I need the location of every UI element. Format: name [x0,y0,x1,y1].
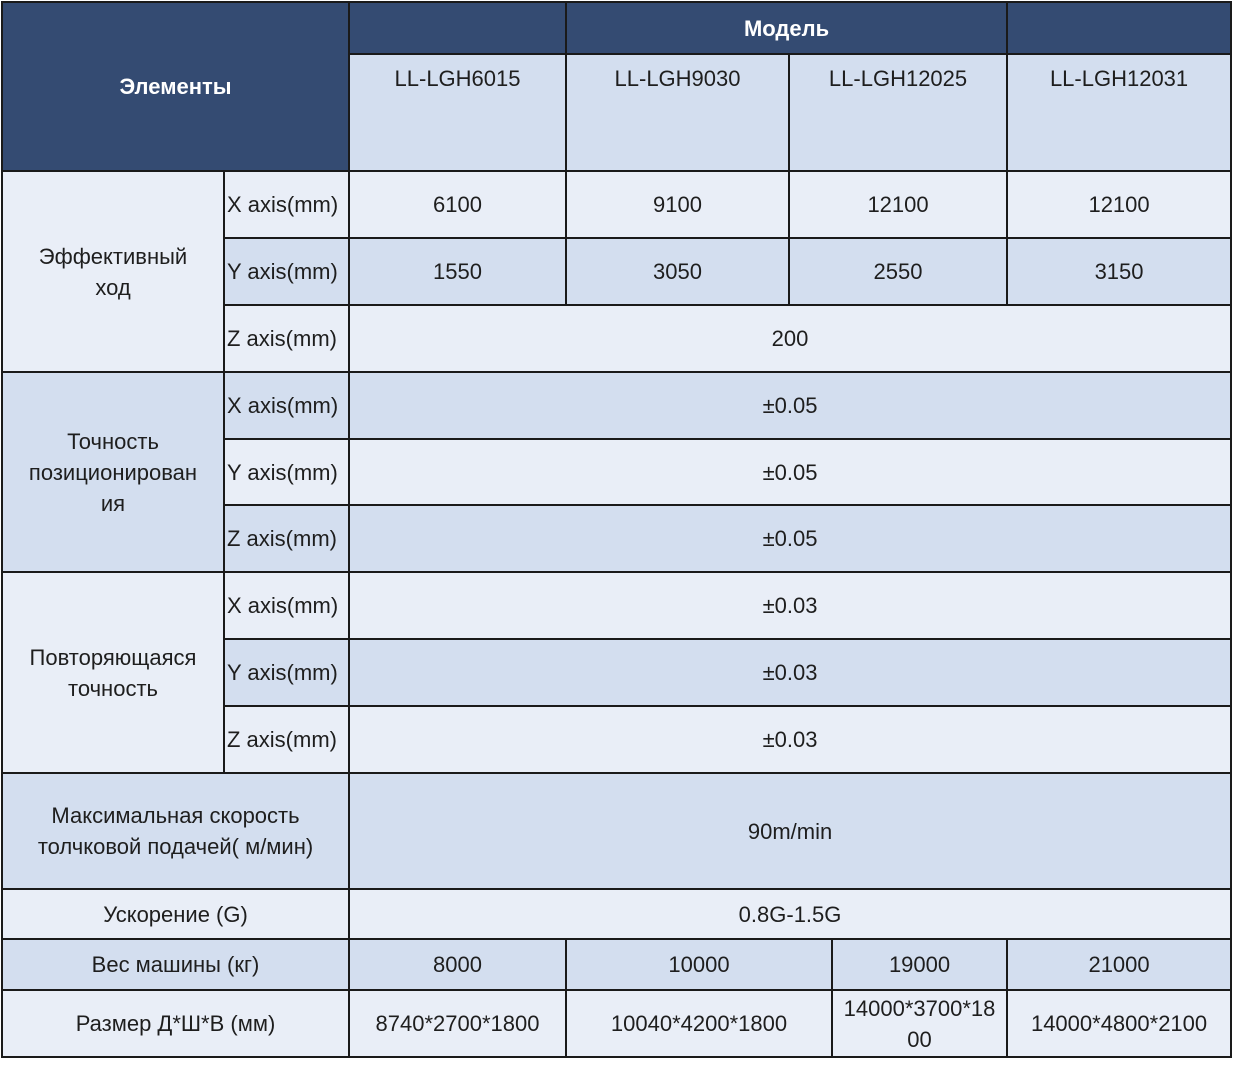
weight-value: 19000 [832,939,1007,990]
effective-stroke-x-value: 12100 [1007,171,1231,238]
effective-stroke-x-value: 6100 [349,171,566,238]
model-name-1: LL-LGH6015 [349,54,566,171]
positioning-y-value: ±0.05 [349,439,1231,505]
model-header: Модель [566,2,1007,54]
effective-stroke-label [2,171,224,372]
weight-value: 8000 [349,939,566,990]
effective-stroke-y-value: 3050 [566,238,789,305]
positioning-z-axis-label: Z axis(mm) [224,505,349,572]
repeat-z-value: ±0.03 [349,706,1231,773]
repeat-x-value: ±0.03 [349,572,1231,639]
positioning-accuracy-label-line2: позиционирован [28,459,198,485]
repeat-x-axis-label: X axis(mm) [224,572,349,639]
model-name-4: LL-LGH12031 [1007,54,1231,171]
effective-stroke-y-axis-label: Y axis(mm) [224,238,349,305]
effective-stroke-z-value: 200 [349,305,1231,372]
effective-stroke-x-axis-label: X axis(mm) [224,171,349,238]
dimensions-value: 8740*2700*1800 [349,990,566,1057]
weight-label: Вес машины (кг) [2,939,349,990]
acceleration-value: 0.8G-1.5G [349,889,1231,939]
model-name-3: LL-LGH12025 [789,54,1007,171]
effective-stroke-x-value: 12100 [789,171,1007,238]
dimensions-value-line2: 00 [907,1026,932,1052]
max-speed-label [2,773,349,889]
dimensions-label: Размер Д*Ш*В (мм) [2,990,349,1057]
effective-stroke-y-value: 2550 [789,238,1007,305]
max-speed-label-line1: Максимальная скорость [51,803,300,828]
positioning-x-axis-label: X axis(mm) [224,372,349,439]
dimensions-value: 10040*4200*1800 [566,990,832,1057]
effective-stroke-y-value: 3150 [1007,238,1231,305]
max-speed-label-line2: толчковой подачей( м/мин) [37,834,314,859]
positioning-y-axis-label: Y axis(mm) [224,439,349,505]
effective-stroke-z-axis-label: Z axis(mm) [224,305,349,372]
dimensions-value-line1: 14000*3700*18 [843,995,996,1021]
positioning-accuracy-label-line1: Точность [67,428,159,454]
header-blank-right [1007,2,1231,54]
positioning-accuracy-label [2,372,224,572]
spec-table [1,1,1232,1058]
max-speed-value: 90m/min [349,773,1231,889]
acceleration-label: Ускорение (G) [2,889,349,939]
dimensions-value-wrapped [832,990,1007,1057]
repeat-y-value: ±0.03 [349,639,1231,706]
elements-header: Элементы [2,2,349,171]
dimensions-value: 14000*4800*2100 [1007,990,1231,1057]
effective-stroke-y-value: 1550 [349,238,566,305]
positioning-x-value: ±0.05 [349,372,1231,439]
effective-stroke-x-value: 9100 [566,171,789,238]
repeat-accuracy-label-line2: точность [68,675,158,701]
model-name-2: LL-LGH9030 [566,54,789,171]
effective-stroke-label-line1: Эффективный [38,243,188,269]
repeat-accuracy-label-line1: Повторяющаяся [29,644,197,670]
effective-stroke-label-line2: ход [95,274,131,300]
repeat-accuracy-label [2,572,224,773]
repeat-z-axis-label: Z axis(mm) [224,706,349,773]
weight-value: 21000 [1007,939,1231,990]
header-blank-left [349,2,566,54]
positioning-accuracy-label-line3: ия [100,490,126,516]
repeat-y-axis-label: Y axis(mm) [224,639,349,706]
positioning-z-value: ±0.05 [349,505,1231,572]
weight-value: 10000 [566,939,832,990]
